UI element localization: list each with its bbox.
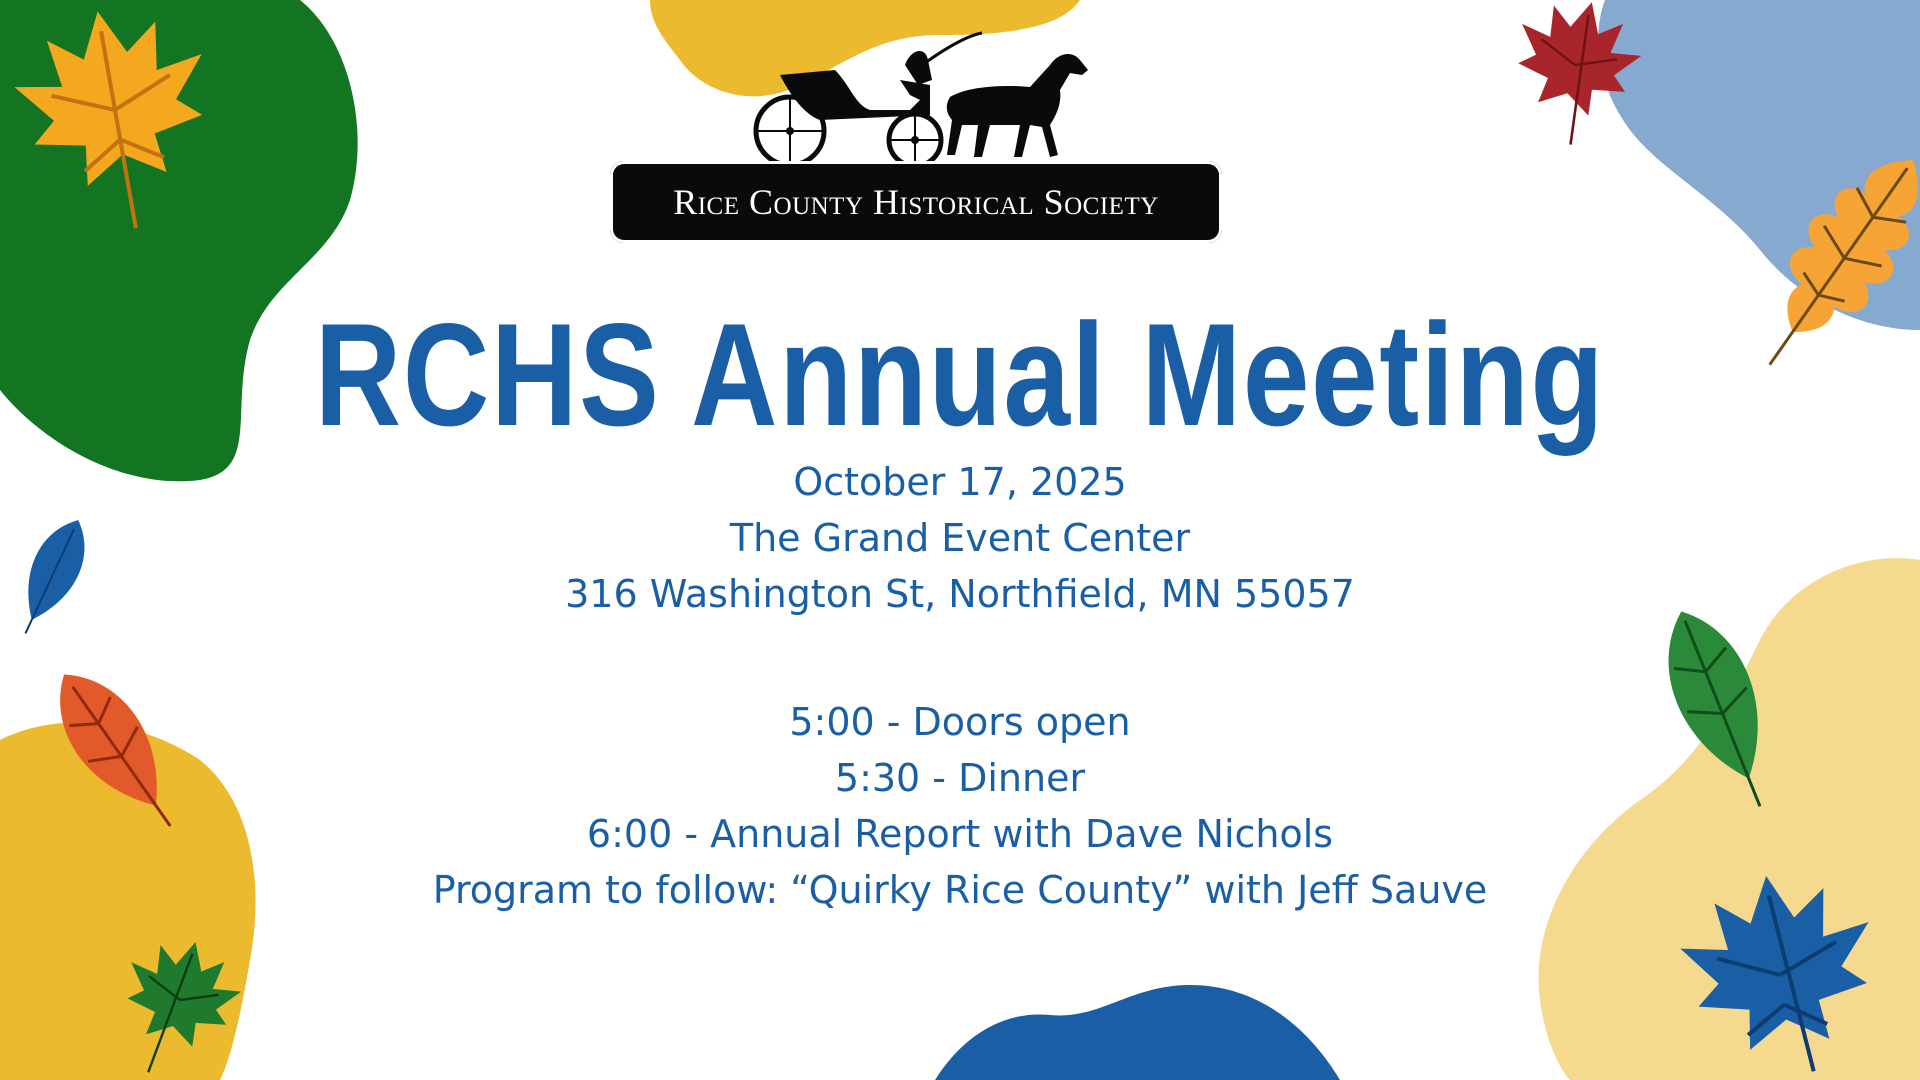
event-venue: The Grand Event Center (729, 516, 1191, 560)
society-logo (610, 25, 1222, 245)
bottom-blue-blob (935, 985, 1340, 1080)
horse-carriage-icon (610, 25, 1222, 165)
schedule-item: 5:00 - Doors open (789, 700, 1131, 744)
event-address: 316 Washington St, Northfield, MN 55057 (565, 572, 1355, 616)
schedule-item: 5:30 - Dinner (834, 756, 1086, 800)
event-date: October 17, 2025 (793, 460, 1127, 504)
schedule-item: Program to follow: “Quirky Rice County” with Jeff Sauve (432, 868, 1488, 912)
event-details (0, 454, 1920, 622)
schedule-item: 6:00 - Annual Report with Dave Nichols (586, 812, 1334, 856)
logo-text: Rice County Historical Society (673, 182, 1159, 222)
page-title: RCHS Annual Meeting (314, 293, 1606, 456)
schedule (0, 694, 1920, 918)
